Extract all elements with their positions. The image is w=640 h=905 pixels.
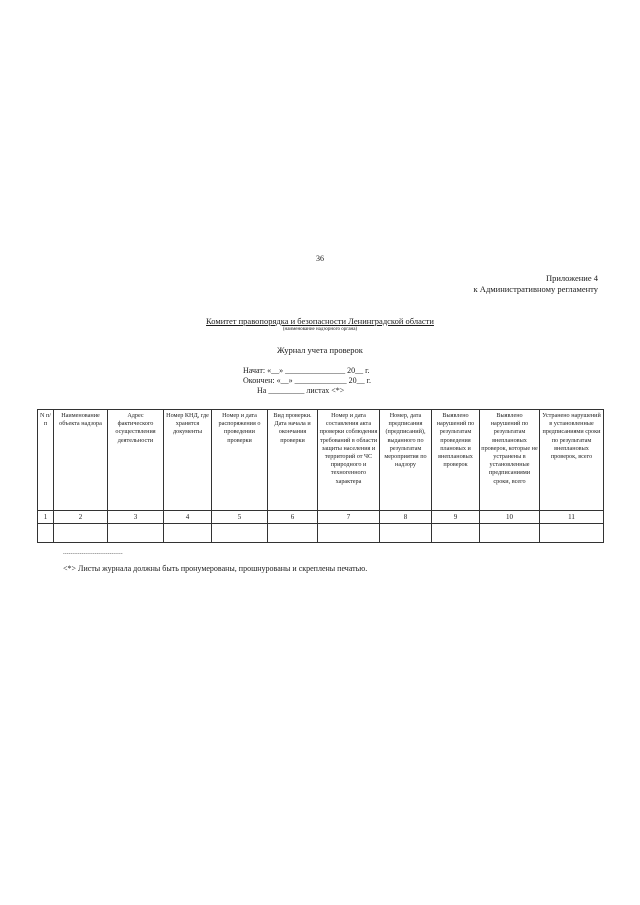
journal-finished: Окончен: «__» _____________ 20__ г. xyxy=(243,376,371,385)
header-cell: Выявлено нарушений по результатам проведения плановых и внеплановых проверок xyxy=(432,410,480,511)
table-cell xyxy=(432,524,480,543)
header-cell: Устранено нарушений в установленные предписаниями сроки по результатам внеплановых проверок, всего xyxy=(540,410,604,511)
organization-name-text: Комитет правопорядка и безопасности Ленинградской области xyxy=(206,316,434,326)
page-number: 36 xyxy=(316,254,324,263)
column-number: 2 xyxy=(54,511,108,524)
table-cell xyxy=(108,524,164,543)
table-cell xyxy=(540,524,604,543)
table-empty-row xyxy=(38,524,604,543)
appendix-line-1: Приложение 4 xyxy=(546,273,598,283)
table-cell xyxy=(268,524,318,543)
column-number: 6 xyxy=(268,511,318,524)
table-cell xyxy=(318,524,380,543)
table-number-row xyxy=(38,511,604,524)
table-header-row xyxy=(38,410,604,511)
header-cell: Номер КНД, где хранятся документы xyxy=(164,410,212,511)
column-number: 5 xyxy=(212,511,268,524)
table-cell xyxy=(164,524,212,543)
appendix-label xyxy=(474,273,598,295)
column-number: 4 xyxy=(164,511,212,524)
inspection-journal-table xyxy=(37,409,604,543)
header-cell: N п/п xyxy=(38,410,54,511)
column-number: 8 xyxy=(380,511,432,524)
column-number: 11 xyxy=(540,511,604,524)
column-number: 9 xyxy=(432,511,480,524)
table-cell xyxy=(54,524,108,543)
table-cell xyxy=(38,524,54,543)
column-number: 1 xyxy=(38,511,54,524)
header-cell: Адрес фактического осуществления деятельности xyxy=(108,410,164,511)
column-number: 7 xyxy=(318,511,380,524)
journal-title: Журнал учета проверок xyxy=(277,345,363,355)
journal-sheets: На _________ листах <*> xyxy=(257,386,345,395)
organization-name xyxy=(0,316,640,326)
column-number: 3 xyxy=(108,511,164,524)
table-cell xyxy=(480,524,540,543)
header-cell: Наименование объекта надзора xyxy=(54,410,108,511)
journal-started: Начат: «__» _______________ 20__ г. xyxy=(243,366,370,375)
footnote-text: <*> Листы журнала должны быть пронумерованы, прошнурованы и скреплены печатью. xyxy=(63,564,368,573)
appendix-line-2: к Административному регламенту xyxy=(473,284,598,294)
header-cell: Вид проверки. Дата начала и окончания проверки xyxy=(268,410,318,511)
journal-dates xyxy=(243,366,371,396)
table-cell xyxy=(380,524,432,543)
header-cell: Номер и дата распоряжения о проведении проверки xyxy=(212,410,268,511)
header-cell: Номер, дата предписания (предписаний), выданного по результатам мероприятия по надзору xyxy=(380,410,432,511)
organization-note: (наименование надзорного органа) xyxy=(282,327,358,332)
footnote-separator: -------------------------------- xyxy=(63,552,123,557)
column-number: 10 xyxy=(480,511,540,524)
header-cell: Выявлено нарушений по результатам внеплановых проверок, которые не устранены в установленные предписаниями сроки, всего xyxy=(480,410,540,511)
header-cell: Номер и дата составления акта проверки соблюдения требований в области защиты населения и территорий от ЧС природного и техногенного характера xyxy=(318,410,380,511)
table-cell xyxy=(212,524,268,543)
